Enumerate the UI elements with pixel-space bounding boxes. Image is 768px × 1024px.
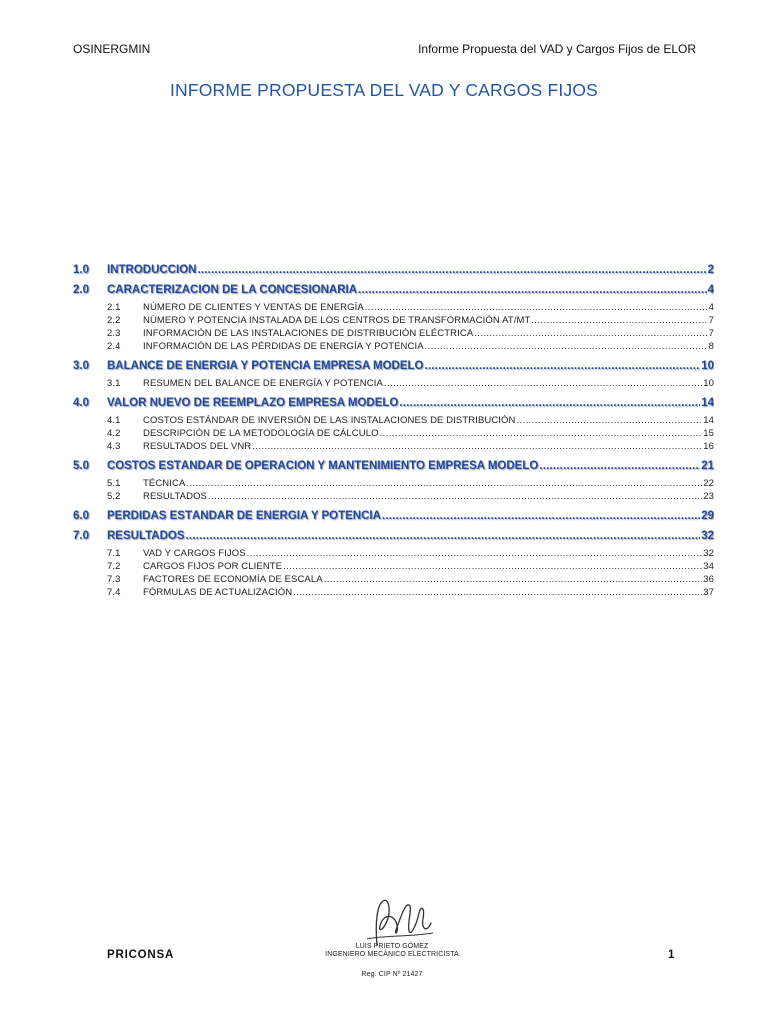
toc-entry-number: 7.0 [73, 530, 89, 542]
toc-entry-title: FACTORES DE ECONOMÍA DE ESCALA [143, 574, 323, 585]
toc-subsection-entry[interactable] [73, 415, 714, 428]
toc-dot-leader [474, 328, 707, 339]
toc-subsection-entry[interactable] [73, 491, 714, 504]
toc-entry-number: 4.3 [107, 441, 121, 452]
toc-dot-leader [293, 587, 702, 598]
toc-entry-title: DESCRIPCIÓN DE LA METODOLOGÍA DE CÁLCULO [143, 428, 379, 439]
toc-section-entry[interactable] [73, 397, 714, 411]
toc-entry-number: 3.1 [107, 378, 121, 389]
toc-dot-leader [365, 302, 708, 313]
toc-entry-number: 4.1 [107, 415, 121, 426]
toc-entry-page: 36 [703, 574, 714, 585]
toc-dot-leader [382, 510, 700, 522]
toc-dot-leader [186, 478, 702, 489]
toc-dot-leader [208, 491, 702, 502]
toc-entry-page: 4 [707, 284, 714, 296]
footer-page-number: 1 [668, 949, 675, 961]
toc-dot-leader [425, 341, 708, 352]
toc-dot-leader [531, 315, 707, 326]
toc-entry-title: NÚMERO DE CLIENTES Y VENTAS DE ENERGÍA [143, 302, 364, 313]
toc-entry-title: RESULTADOS [143, 491, 207, 502]
toc-entry-number: 7.2 [107, 561, 121, 572]
toc-subsection-entry[interactable] [73, 315, 714, 328]
document-title: INFORME PROPUESTA DEL VAD Y CARGOS FIJOS [169, 80, 599, 100]
toc-entry-title: PÉRDIDAS ESTÁNDAR DE ENERGÍA Y POTENCIA [107, 510, 381, 522]
stamp-reg: Reg. CIP Nº 21427 [361, 971, 423, 978]
toc-dot-leader [252, 441, 702, 452]
toc-subsection-entry[interactable] [73, 428, 714, 441]
toc-dot-leader [539, 460, 700, 472]
toc-entry-title: CARACTERIZACIÓN DE LA CONCESIONARIA [107, 284, 358, 296]
toc-entry-page: 14 [701, 397, 714, 409]
toc-dot-leader [399, 397, 700, 409]
toc-entry-page: 10 [703, 378, 714, 389]
toc-entry-title: VAD Y CARGOS FIJOS [143, 548, 246, 559]
toc-entry-number: 3.0 [73, 360, 89, 372]
header-right: Informe Propuesta del VAD y Cargos Fijos de ELOR [418, 42, 696, 56]
toc-entry-number: 7.1 [107, 548, 121, 559]
toc-entry-title: INFORMACIÓN DE LAS INSTALACIONES DE DISTRIBUCIÓN ELÉCTRICA [143, 328, 474, 339]
toc-entry-title: VALOR NUEVO DE REEMPLAZO EMPRESA MODELO [107, 397, 399, 409]
table-of-contents [73, 264, 714, 600]
toc-entry-page: 2 [707, 264, 714, 276]
toc-entry-page: 29 [701, 510, 714, 522]
toc-entry-number: 4.2 [107, 428, 121, 439]
toc-entry-title: NÚMERO Y POTENCIA INSTALADA DE LOS CENTROS DE TRANSFORMACIÓN AT/MT [143, 315, 531, 326]
toc-dot-leader [283, 561, 702, 572]
toc-subsection-entry[interactable] [73, 574, 714, 587]
toc-entry-title: INFORMACIÓN DE LAS PÉRDIDAS DE ENERGÍA Y POTENCIA [143, 341, 424, 352]
toc-entry-page: 32 [703, 548, 714, 559]
toc-entry-page: 22 [703, 478, 714, 489]
toc-entry-title: BALANCE DE ENERGÍA Y POTENCIA EMPRESA MODELO [107, 360, 424, 372]
header-left: OSINERGMIN [73, 42, 151, 56]
toc-entry-number: 2.0 [73, 284, 89, 296]
stamp-name: LUIS PRIETO GÓMEZ [355, 943, 429, 950]
toc-dot-leader [358, 284, 707, 296]
toc-entry-page: 7 [708, 328, 714, 339]
toc-dot-leader [197, 264, 706, 276]
toc-entry-number: 2.3 [107, 328, 121, 339]
toc-entry-number: 2.1 [107, 302, 121, 313]
toc-subsection-entry[interactable] [73, 548, 714, 561]
toc-dot-leader [247, 548, 703, 559]
toc-entry-title: INTRODUCCIÓN [107, 264, 197, 276]
toc-subsection-entry[interactable] [73, 561, 714, 574]
toc-entry-number: 7.4 [107, 587, 121, 598]
toc-entry-page: 14 [703, 415, 714, 426]
toc-entry-title: FÓRMULAS DE ACTUALIZACIÓN [143, 587, 293, 598]
toc-section-entry[interactable] [73, 360, 714, 374]
toc-entry-page: 21 [701, 460, 714, 472]
toc-entry-number: 6.0 [73, 510, 89, 522]
toc-subsection-entry[interactable] [73, 302, 714, 315]
stamp-role: INGENIERO MECÁNICO ELECTRICISTA [325, 951, 459, 958]
toc-entry-page: 8 [708, 341, 714, 352]
signature-stamp [322, 893, 462, 983]
toc-subsection-entry[interactable] [73, 478, 714, 491]
toc-dot-leader [425, 360, 701, 372]
toc-subsection-entry[interactable] [73, 587, 714, 600]
toc-entry-number: 1.0 [73, 264, 89, 276]
toc-entry-number: 4.0 [73, 397, 89, 409]
toc-entry-title: RESUMEN DEL BALANCE DE ENERGÍA Y POTENCIA [143, 378, 383, 389]
footer-company: PRICONSA [107, 949, 175, 961]
toc-entry-page: 34 [703, 561, 714, 572]
toc-entry-page: 10 [701, 360, 714, 372]
toc-entry-number: 7.3 [107, 574, 121, 585]
toc-entry-number: 5.1 [107, 478, 121, 489]
toc-entry-page: 15 [703, 428, 714, 439]
toc-entry-title: RESULTADOS [107, 530, 185, 542]
toc-entry-title: TÉCNICA [143, 478, 186, 489]
toc-entry-page: 7 [708, 315, 714, 326]
toc-dot-leader [517, 415, 703, 426]
toc-entry-number: 2.4 [107, 341, 121, 352]
toc-dot-leader [186, 530, 701, 542]
toc-section-entry[interactable] [73, 510, 714, 524]
toc-entry-title: COSTOS ESTÁNDAR DE OPERACIÓN Y MANTENIMIENTO EMPRESA MODELO [107, 460, 539, 472]
toc-entry-page: 32 [701, 530, 714, 542]
toc-subsection-entry[interactable] [73, 328, 714, 341]
toc-dot-leader [384, 378, 702, 389]
toc-entry-page: 23 [703, 491, 714, 502]
toc-entry-page: 16 [703, 441, 714, 452]
toc-entry-title: COSTOS ESTÁNDAR DE INVERSIÓN DE LAS INSTALACIONES DE DISTRIBUCIÓN [143, 415, 516, 426]
toc-entry-number: 2.2 [107, 315, 121, 326]
toc-dot-leader [380, 428, 703, 439]
toc-entry-title: CARGOS FIJOS POR CLIENTE [143, 561, 283, 572]
toc-subsection-entry[interactable] [73, 341, 714, 354]
toc-subsection-entry[interactable] [73, 441, 714, 454]
toc-entry-number: 5.0 [73, 460, 89, 472]
toc-section-entry[interactable] [73, 530, 714, 544]
toc-entry-page: 4 [708, 302, 714, 313]
toc-entry-title: RESULTADOS DEL VNR [143, 441, 252, 452]
toc-dot-leader [324, 574, 703, 585]
toc-section-entry[interactable] [73, 460, 714, 474]
toc-entry-number: 5.2 [107, 491, 121, 502]
toc-section-entry[interactable] [73, 284, 714, 298]
toc-section-entry[interactable] [73, 264, 714, 278]
toc-subsection-entry[interactable] [73, 378, 714, 391]
toc-entry-page: 37 [703, 587, 714, 598]
